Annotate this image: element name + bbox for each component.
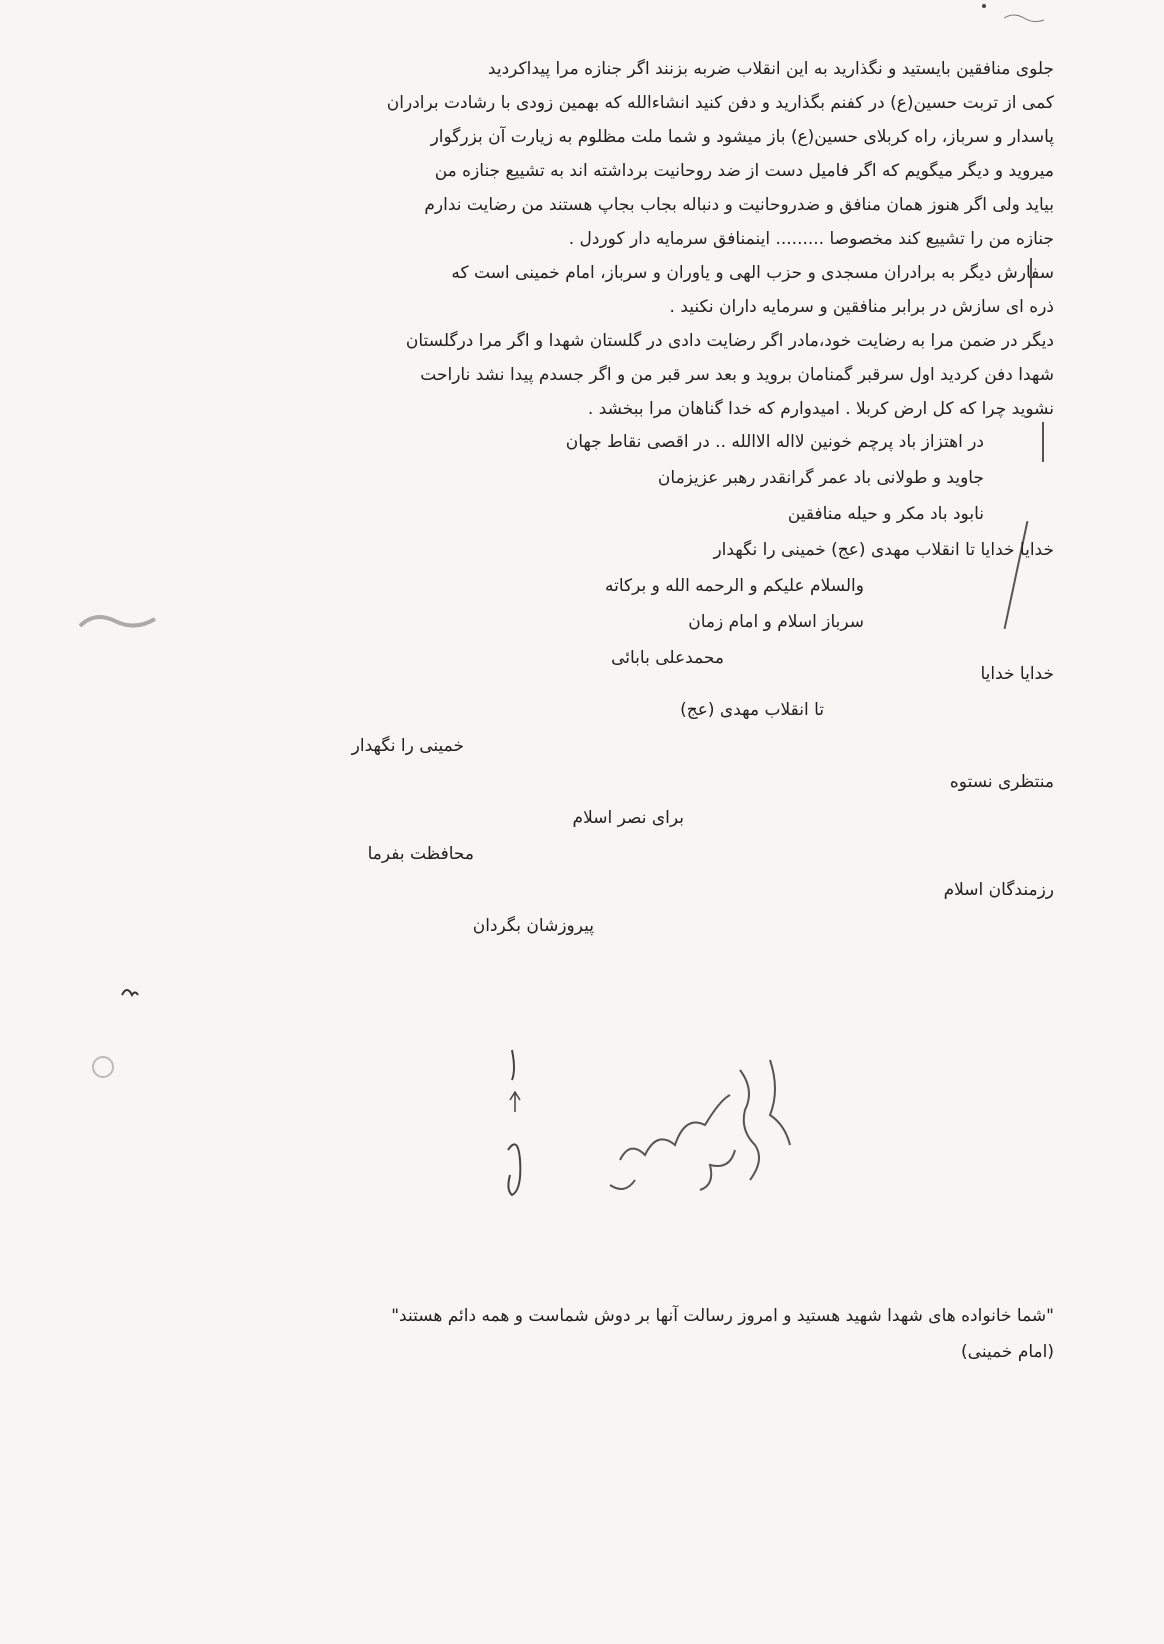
quote-source: (امام خمینی) — [961, 1342, 1054, 1362]
ink-dot-icon — [120, 985, 140, 1000]
poem-line: جاوید و طولانی باد عمر گرانقدر رهبر عزیزمان — [657, 468, 984, 488]
poem-line: در اهتزاز باد پرچم خونین لااله الاالله .. در اقصی نقاط جهان — [565, 432, 984, 452]
corner-mark-icon — [974, 0, 1054, 30]
prayer-line: خدایا خدایا تا انقلاب مهدی (عج) خمینی را نگهدار — [713, 540, 1054, 560]
closing-line: خمینی را نگهدار — [351, 736, 464, 756]
text-line: جنازه من را تشییع کند مخصوصا ......... اینمنافق سرمایه دار کوردل . — [568, 229, 1054, 249]
text-line: نشوید چرا که کل ارض کربلا . امیدوارم که خدا گناهان مرا ببخشد . — [587, 399, 1054, 419]
text-line: کمی از تربت حسین(ع) در کفنم بگذارید و دفن کنید انشاءالله که بهمین زودی با رشادت برادران — [386, 93, 1054, 113]
closing-line: منتظری نستوه — [949, 772, 1054, 792]
text-line: ذره ای سازش در برابر منافقین و سرمایه داران نکنید . — [669, 297, 1054, 317]
text-line: میروید و دیگر میگویم که اگر فامیل دست از ضد روحانیت برداشته اند به تشییع جنازه من — [434, 161, 1054, 181]
signature-name: محمدعلی بابائی — [611, 648, 724, 668]
text-line: بیاید ولی اگر هنوز همان منافق و ضدروحانیت و دنباله بجاب بجاپ هستند من رضایت ندارم — [424, 195, 1054, 215]
salutation: والسلام علیکم و الرحمه الله و برکاته — [604, 576, 864, 596]
text-line: سفارش دیگر به برادران مسجدی و حزب الهی و یاوران و سرباز، امام خمینی است که — [451, 263, 1054, 283]
margin-mark — [1042, 422, 1044, 462]
closing-line: پیروزشان بگردان — [472, 916, 594, 936]
will-paragraph-2 — [104, 256, 1054, 324]
circle-mark-icon — [88, 1052, 118, 1082]
handwritten-signature — [500, 1040, 860, 1230]
poem-line: نابود باد مکر و حیله منافقین — [787, 504, 984, 524]
closing-line: محافظت بفرما — [367, 844, 474, 864]
closing-line: خدایا خدایا — [980, 664, 1054, 684]
margin-mark — [1004, 521, 1029, 629]
signature-title: سرباز اسلام و امام زمان — [688, 612, 864, 632]
text-line: شهدا دفن کردید اول سرقبر گمنامان بروید و بعد سر قبر من و اگر جسدم پیدا نشد ناراحت — [420, 365, 1054, 385]
closing-line: تا انقلاب مهدی (عج) — [680, 700, 824, 720]
closing-line: برای نصر اسلام — [572, 808, 684, 828]
khomeini-quote: "شما خانواده های شهدا شهید هستید و امروز رسالت آنها بر دوش شماست و همه دائم هستند" — [391, 1306, 1054, 1326]
smudge-mark-icon — [70, 606, 160, 646]
margin-mark — [1030, 258, 1032, 288]
will-paragraph-3 — [104, 324, 1054, 426]
text-line: دیگر در ضمن مرا به رضایت خود،مادر اگر رضایت دادی در گلستان شهدا و اگر مرا درگلستان — [405, 331, 1054, 351]
closing-line: رزمندگان اسلام — [943, 880, 1054, 900]
text-line: پاسدار و سرباز، راه کربلای حسین(ع) باز میشود و شما ملت مظلوم به زیارت آن بزرگوار — [430, 127, 1054, 147]
will-paragraph-1 — [104, 52, 1054, 256]
text-line: جلوی منافقین بایستید و نگذارید به این انقلاب ضربه بزنند اگر جنازه مرا پیداکردید — [487, 59, 1054, 79]
